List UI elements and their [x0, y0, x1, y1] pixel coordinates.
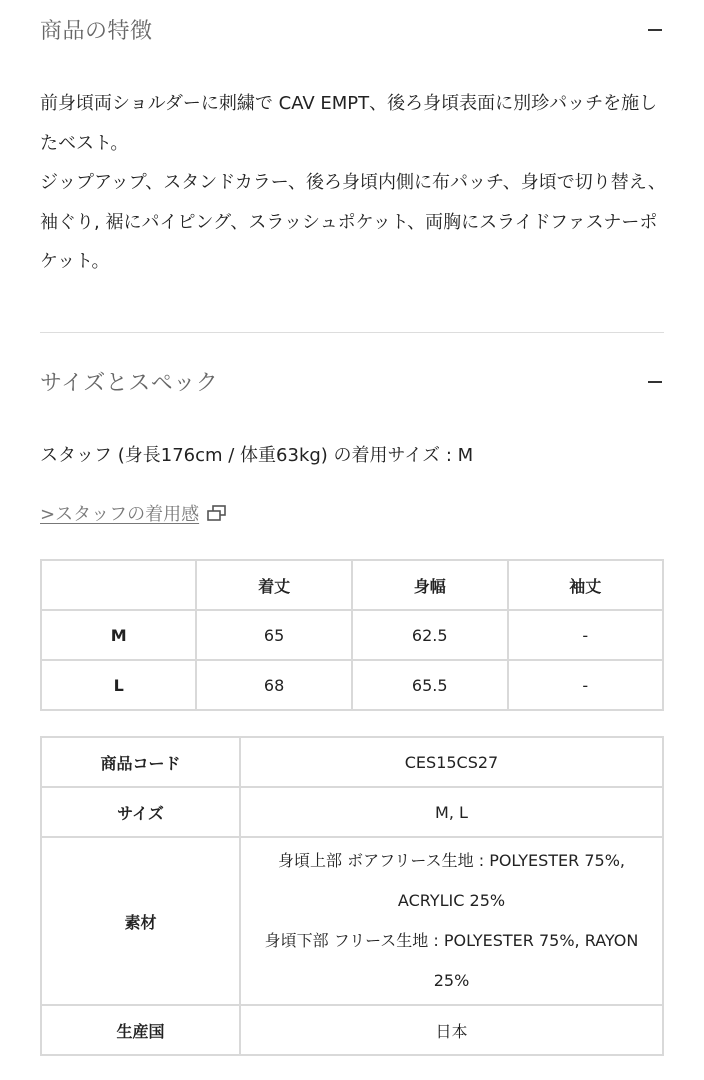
description-paragraph: 前身頃両ショルダーに刺繍で CAV EMPT、後ろ身頃表面に別珍パッチを施したベスト。: [40, 93, 658, 154]
staff-fit-link-label[interactable]: >スタッフの着用感: [40, 504, 200, 525]
material-upper: 身頃上部 ボアフリース生地 : POLYESTER 75%, ACRYLIC 25%: [277, 851, 625, 910]
sizes-value: M, L: [240, 787, 663, 837]
table-cell: 62.5: [352, 610, 508, 660]
features-header[interactable]: [40, 14, 664, 45]
size-label-cell: L: [41, 660, 196, 710]
table-header-cell: 着丈: [196, 560, 351, 610]
material-value: [240, 837, 663, 1005]
product-code-value: CES15CS27: [240, 737, 663, 787]
specs-title: サイズとスペック: [40, 371, 219, 396]
table-cell: 65: [196, 610, 351, 660]
features-description: [40, 84, 670, 282]
table-cell: -: [508, 610, 663, 660]
spec-table: [40, 736, 664, 1056]
origin-label: 生産国: [41, 1005, 240, 1055]
features-collapse-button[interactable]: [640, 18, 664, 42]
minus-icon: [648, 381, 662, 383]
table-row: [41, 787, 663, 837]
table-row: [41, 737, 663, 787]
material-label: 素材: [41, 837, 240, 1005]
table-header-cell: 身幅: [352, 560, 508, 610]
table-header-row: [41, 560, 663, 610]
size-table: [40, 559, 664, 711]
features-title: 商品の特徴: [40, 19, 153, 44]
table-header-cell: 袖丈: [508, 560, 663, 610]
section-divider: [40, 332, 664, 333]
table-cell: -: [508, 660, 663, 710]
product-code-label: 商品コード: [41, 737, 240, 787]
table-cell: 65.5: [352, 660, 508, 710]
table-row: [41, 610, 663, 660]
size-label-cell: M: [41, 610, 196, 660]
material-lower: 身頃下部 フリース生地 : POLYESTER 75%, RAYON 25%: [264, 931, 639, 990]
origin-value: 日本: [240, 1005, 663, 1055]
specs-header[interactable]: [40, 366, 664, 397]
minus-icon: [648, 29, 662, 31]
description-paragraph: ジップアップ、スタンドカラー、後ろ身頃内側に布パッチ、身頃で切り替え、袖ぐり, 裾にパイピング、スラッシュポケット、両胸にスライドファスナーポケット。: [40, 172, 666, 273]
staff-fit-link[interactable]: [40, 500, 227, 526]
external-window-icon: [207, 505, 227, 521]
size-label: サイズ: [41, 787, 240, 837]
table-row: [41, 1005, 663, 1055]
table-header-cell: [41, 560, 196, 610]
table-row: [41, 837, 663, 1005]
staff-size-text: スタッフ (身長176cm / 体重63kg) の着用サイズ : M: [40, 445, 474, 466]
table-row: [41, 660, 663, 710]
specs-collapse-button[interactable]: [640, 370, 664, 394]
table-cell: 68: [196, 660, 351, 710]
